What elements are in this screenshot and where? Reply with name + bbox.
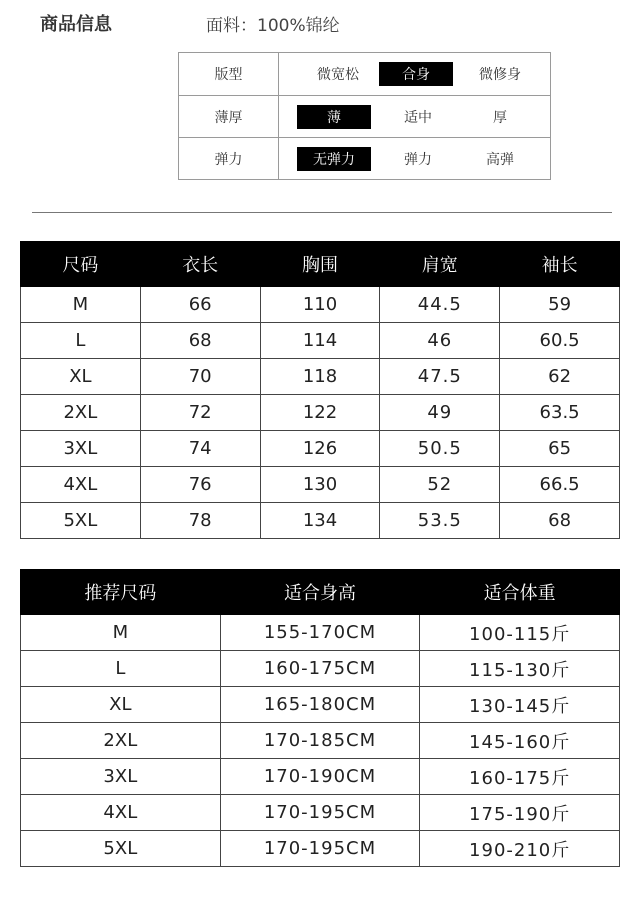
- chest-cell: 130: [260, 467, 380, 503]
- section-divider: [32, 212, 612, 213]
- size-cell: XL: [21, 359, 141, 395]
- recommendation-header: 适合体重: [420, 570, 620, 615]
- attr-row-thickness: [179, 95, 550, 138]
- length-cell: 70: [140, 359, 260, 395]
- chest-cell: 110: [260, 287, 380, 323]
- length-cell: 78: [140, 503, 260, 539]
- attr-option-fit-2: 微修身: [479, 67, 521, 83]
- length-cell: 72: [140, 395, 260, 431]
- size-cell: 3XL: [21, 431, 141, 467]
- sleeve-cell: 60.5: [500, 323, 620, 359]
- table-row: [21, 431, 620, 467]
- sleeve-cell: 65: [500, 431, 620, 467]
- length-cell: 74: [140, 431, 260, 467]
- sleeve-cell: 62: [500, 359, 620, 395]
- weight-range-cell: 175-190斤: [420, 795, 620, 831]
- recommendation-header-row: [21, 570, 620, 615]
- attr-option-elasticity-0: 无弹力: [297, 147, 371, 171]
- size-chart-table: [20, 241, 620, 539]
- weight-range-cell: 100-115斤: [420, 615, 620, 651]
- size-cell: L: [21, 323, 141, 359]
- recommended-size-cell: 2XL: [21, 723, 221, 759]
- size-chart-header-row: [21, 242, 620, 287]
- weight-range-cell: 190-210斤: [420, 831, 620, 867]
- size-chart-header: 肩宽: [380, 242, 500, 287]
- table-row: [21, 395, 620, 431]
- shoulder-cell: 46: [380, 323, 500, 359]
- height-range-cell: 170-195CM: [220, 831, 420, 867]
- table-row: [21, 467, 620, 503]
- sleeve-cell: 59: [500, 287, 620, 323]
- shoulder-cell: 44.5: [380, 287, 500, 323]
- attr-row-elasticity: [179, 137, 550, 180]
- table-row: [21, 759, 620, 795]
- length-cell: 68: [140, 323, 260, 359]
- table-row: [21, 795, 620, 831]
- chest-cell: 126: [260, 431, 380, 467]
- size-recommendation-table: [20, 569, 620, 867]
- size-cell: 4XL: [21, 467, 141, 503]
- weight-range-cell: 145-160斤: [420, 723, 620, 759]
- table-row: [21, 615, 620, 651]
- shoulder-cell: 52: [380, 467, 500, 503]
- size-chart-header: 胸围: [260, 242, 380, 287]
- shoulder-cell: 47.5: [380, 359, 500, 395]
- height-range-cell: 170-195CM: [220, 795, 420, 831]
- attr-option-elasticity-2: 高弹: [486, 152, 514, 168]
- size-cell: 5XL: [21, 503, 141, 539]
- shoulder-cell: 53.5: [380, 503, 500, 539]
- product-info-title: 商品信息: [40, 14, 112, 35]
- table-row: [21, 287, 620, 323]
- size-chart-header: 袖长: [500, 242, 620, 287]
- sleeve-cell: 66.5: [500, 467, 620, 503]
- attr-label-thickness: 薄厚: [179, 96, 279, 138]
- height-range-cell: 170-185CM: [220, 723, 420, 759]
- recommended-size-cell: XL: [21, 687, 221, 723]
- height-range-cell: 165-180CM: [220, 687, 420, 723]
- height-range-cell: 155-170CM: [220, 615, 420, 651]
- height-range-cell: 160-175CM: [220, 651, 420, 687]
- attr-option-thickness-0: 薄: [297, 105, 371, 129]
- table-row: [21, 831, 620, 867]
- height-range-cell: 170-190CM: [220, 759, 420, 795]
- attr-option-elasticity-1: 弹力: [404, 152, 432, 168]
- attr-label-fit: 版型: [179, 53, 279, 95]
- table-row: [21, 723, 620, 759]
- recommendation-header: 适合身高: [220, 570, 420, 615]
- weight-range-cell: 130-145斤: [420, 687, 620, 723]
- recommended-size-cell: M: [21, 615, 221, 651]
- size-chart-header: 尺码: [21, 242, 141, 287]
- shoulder-cell: 50.5: [380, 431, 500, 467]
- sleeve-cell: 63.5: [500, 395, 620, 431]
- attr-row-fit: [179, 53, 550, 95]
- recommended-size-cell: 3XL: [21, 759, 221, 795]
- table-row: [21, 503, 620, 539]
- chest-cell: 134: [260, 503, 380, 539]
- attr-option-thickness-2: 厚: [493, 110, 507, 126]
- table-row: [21, 687, 620, 723]
- fabric-composition: 面料：100%锦纶: [206, 16, 340, 36]
- table-row: [21, 359, 620, 395]
- length-cell: 76: [140, 467, 260, 503]
- sleeve-cell: 68: [500, 503, 620, 539]
- recommended-size-cell: L: [21, 651, 221, 687]
- size-cell: 2XL: [21, 395, 141, 431]
- size-chart-header: 衣长: [140, 242, 260, 287]
- weight-range-cell: 115-130斤: [420, 651, 620, 687]
- attr-option-fit-1: 合身: [379, 62, 453, 86]
- table-row: [21, 651, 620, 687]
- length-cell: 66: [140, 287, 260, 323]
- chest-cell: 122: [260, 395, 380, 431]
- table-row: [21, 323, 620, 359]
- attr-option-thickness-1: 适中: [404, 110, 432, 126]
- attr-label-elasticity: 弹力: [179, 138, 279, 180]
- recommended-size-cell: 4XL: [21, 795, 221, 831]
- recommendation-header: 推荐尺码: [21, 570, 221, 615]
- attribute-panel: [178, 52, 551, 180]
- weight-range-cell: 160-175斤: [420, 759, 620, 795]
- chest-cell: 114: [260, 323, 380, 359]
- size-cell: M: [21, 287, 141, 323]
- recommended-size-cell: 5XL: [21, 831, 221, 867]
- chest-cell: 118: [260, 359, 380, 395]
- attr-option-fit-0: 微宽松: [317, 67, 359, 83]
- shoulder-cell: 49: [380, 395, 500, 431]
